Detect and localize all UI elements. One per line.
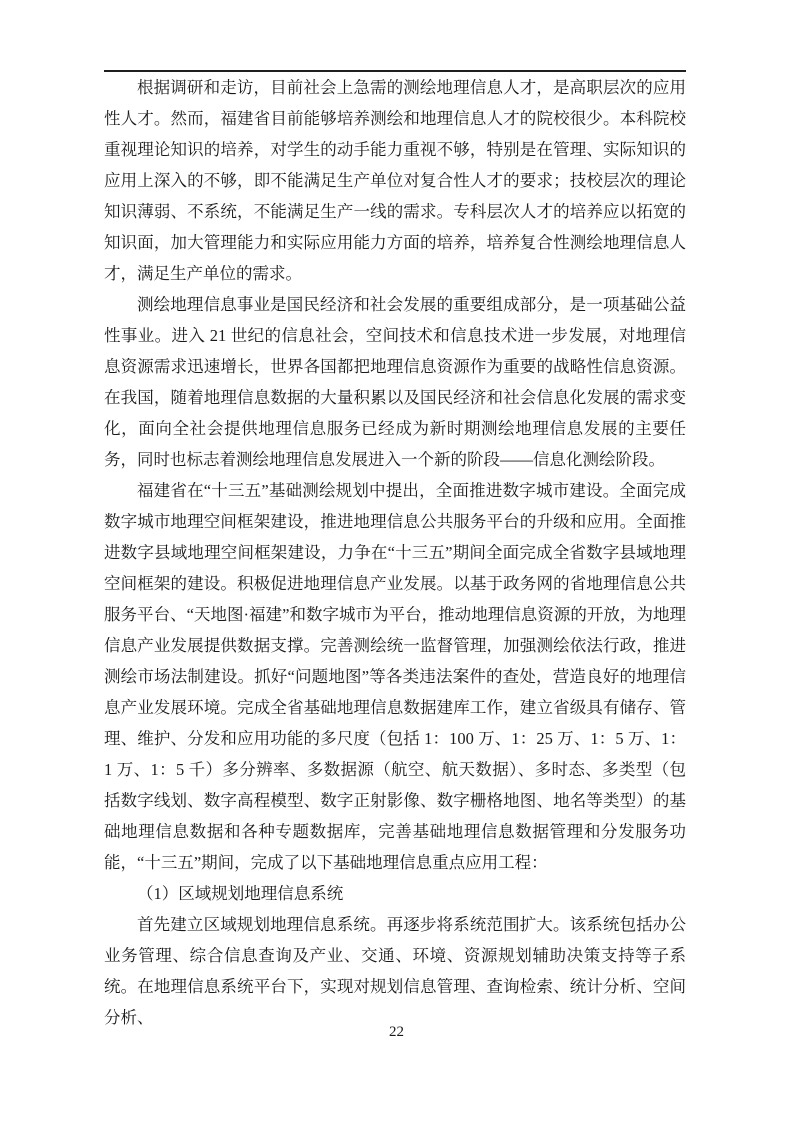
paragraph-section-heading: （1）区域规划地理信息系统 [137, 884, 344, 903]
paragraph: 首先建立区域规划地理信息系统。再逐步将系统范围扩大。该系统包括办公业务管理、综合信息查询及产业、交通、环境、资源规划辅助决策支持等子系统。在地理信息系统平台下，实现对规划信息管理、查询检索、统计分析、空间分析、 [104, 915, 686, 1027]
paragraph: 根据调研和走访，目前社会上急需的测绘地理信息人才，是高职层次的应用性人才。然而，福建省目前能够培养测绘和地理信息人才的院校很少。本科院校重视理论知识的培养，对学生的动手能力重视不够，特别是在管理、实际知识的应用上深入的不够，即不能满足生产单位对复合性人才的要求；技校层次的理论知识薄弱、不系统，不能满足生产一线的需求。专科层次人才的培养应以拓宽的知识面，加大管理能力和实际应用能力方面的培养，培养复合性测绘地理信息人才，满足生产单位的需求。 [104, 78, 686, 283]
page-number: 22 [389, 1024, 404, 1040]
document-body [104, 72, 686, 1033]
paragraph: 测绘地理信息事业是国民经济和社会发展的重要组成部分，是一项基础公益性事业。进入 21 世纪的信息社会，空间技术和信息技术进一步发展，对地理信息资源需求迅速增长，世界各国都把地理信息资源作为重要的战略性信息资源。在我国，随着地理信息数据的大量积累以及国民经济和社会信息化发展的需求变化，面向全社会提供地理信息服务已经成为新时期测绘地理信息发展的主要任务，同时也标志着测绘地理信息发展进入一个新的阶段——信息化测绘阶段。 [104, 295, 686, 469]
paragraph: 福建省在“十三五”基础测绘规划中提出，全面推进数字城市建设。全面完成数字城市地理空间框架建设，推进地理信息公共服务平台的升级和应用。全面推进数字县域地理空间框架建设，力争在“十三五”期间全面完成全省数字县域地理空间框架的建设。积极促进地理信息产业发展。以基于政务网的省地理信息公共服务平台、“天地图·福建”和数字城市为平台，推动地理信息资源的开放，为地理信息产业发展提供数据支撑。完善测绘统一监督管理，加强测绘依法行政，推进测绘市场法制建设。抓好“问题地图”等各类违法案件的查处，营造良好的地理信息产业发展环境。完成全省基础地理信息数据建库工作，建立省级具有储存、管理、维护、分发和应用功能的多尺度（包括 1：100 万、1：25 万、1：5 万、1：1 万、1：5 千）多分辨率、多数据源（航空、航天数据）、多时态、多类型（包括数字线划、数字高程模型、数字正射影像、数字栅格地图、地名等类型）的基础地理信息数据和各种专题数据库，完善基础地理信息数据管理和分发服务功能，“十三五”期间，完成了以下基础地理信息重点应用工程： [104, 481, 686, 872]
